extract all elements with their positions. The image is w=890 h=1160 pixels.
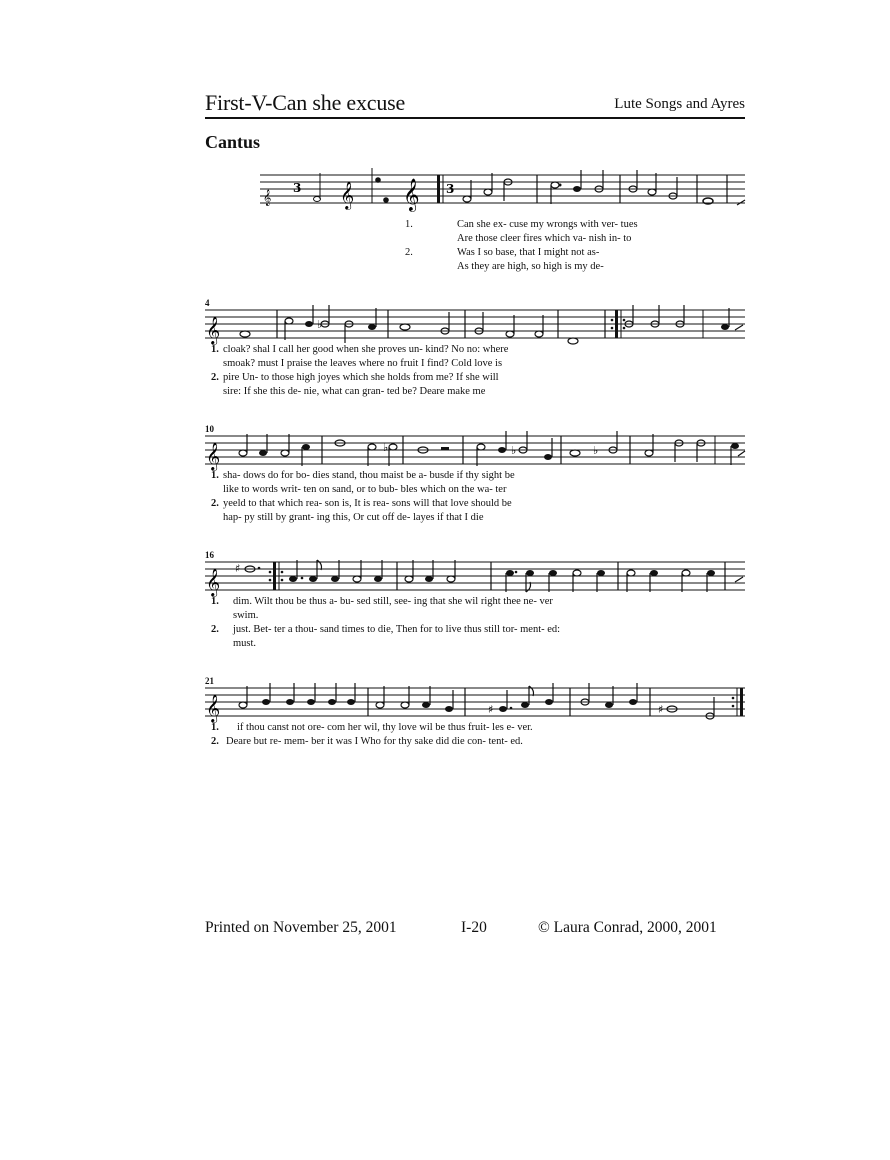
verse-number: 1. [405,219,413,230]
header-rule [205,117,745,119]
svg-text:♭: ♭ [317,318,323,331]
svg-text:𝄞: 𝄞 [263,190,272,206]
svg-text:♯: ♯ [235,562,241,575]
lyric-line: yeeld to that which rea- son is, It is rea- sons will that love should be [223,498,512,509]
verse-number: 2. [211,498,219,509]
lyric-line: hap- py still by grant- ing this, Or cut off de- layes if that I die [223,512,484,523]
svg-text:𝄞: 𝄞 [206,442,221,470]
page-number: I-20 [461,919,487,936]
lyric-line: like to words writ- ten on sand, or to bub- bles which on the wa- ter [223,484,507,495]
staff-1 [255,168,745,216]
part-name: Cantus [205,132,261,152]
lyric-line: just. Bet- ter a thou- sand times to die, Then for to live thus still tor- ment- ed: [233,624,561,635]
verse-number: 2. [405,247,413,258]
lyric-line: Was I so base, that I might not as- [457,247,600,258]
measure-number: 21 [205,676,214,686]
lyric-line: cloak? shal I call her good when she proves un- kind? No no: where [223,344,509,355]
svg-text:𝄞: 𝄞 [206,568,221,596]
piece-title: First-V-Can she excuse [205,90,406,115]
lyric-line: dim. Wilt thou be thus a- bu- sed still, see- ing that she wil right thee ne- ver [233,596,553,607]
svg-text:♭: ♭ [511,444,517,457]
lyric-line: sha- dows do for bo- dies stand, thou maist be a- busde if thy sight be [223,470,515,481]
lyric-line: smoak? must I praise the leaves where no fruit I find? Cold love is [223,358,503,369]
collection-title: Lute Songs and Ayres [614,96,745,112]
measure-number: 16 [205,550,214,560]
lyric-line: Deare but re- mem- ber it was I Who for thy sake did die con- tent- ed. [226,736,523,747]
svg-text:♭: ♭ [593,444,599,457]
lyric-line: As they are high, so high is my de- [457,261,604,272]
verse-number: 1. [211,722,219,733]
verse-number: 1. [211,596,219,607]
lyric-line: swim. [233,610,259,621]
lyric-line: Can she ex- cuse my wrongs with ver- tues [457,219,638,230]
lyric-line: Are those cleer fires which va- nish in- to [457,233,632,244]
svg-text:3: 3 [293,181,302,195]
verse-number: 2. [211,372,219,383]
measure-number: 4 [205,298,210,308]
svg-text:♭: ♭ [383,441,389,454]
copyright: © Laura Conrad, 2000, 2001 [538,919,717,936]
staff-3 [205,430,745,470]
svg-text:𝄞: 𝄞 [403,178,420,211]
svg-text:𝄞: 𝄞 [206,316,221,344]
staff-2 [205,304,745,344]
verse-number: 2. [211,736,219,747]
svg-text:3: 3 [446,182,455,196]
lyric-line: must. [233,638,257,649]
svg-text:♯: ♯ [488,703,494,716]
svg-text:𝄞: 𝄞 [206,694,221,722]
print-date: Printed on November 25, 2001 [205,919,397,936]
staff-4 [205,556,745,596]
verse-number: 1. [211,470,219,481]
lyric-line: pire Un- to those high joyes which she holds from me? If she will [223,372,499,383]
verse-number: 2. [211,624,219,635]
lyric-line: if thou canst not ore- com her wil, thy love wil be thus fruit- les e- ver. [237,722,533,733]
svg-text:♯: ♯ [658,703,664,716]
lyric-line: sire: If she this de- nie, what can gran- ted be? Deare make me [223,386,486,397]
staff-5 [205,682,745,722]
measure-number: 10 [205,424,214,434]
svg-text:𝄞: 𝄞 [340,181,355,209]
verse-number: 1. [211,344,219,355]
